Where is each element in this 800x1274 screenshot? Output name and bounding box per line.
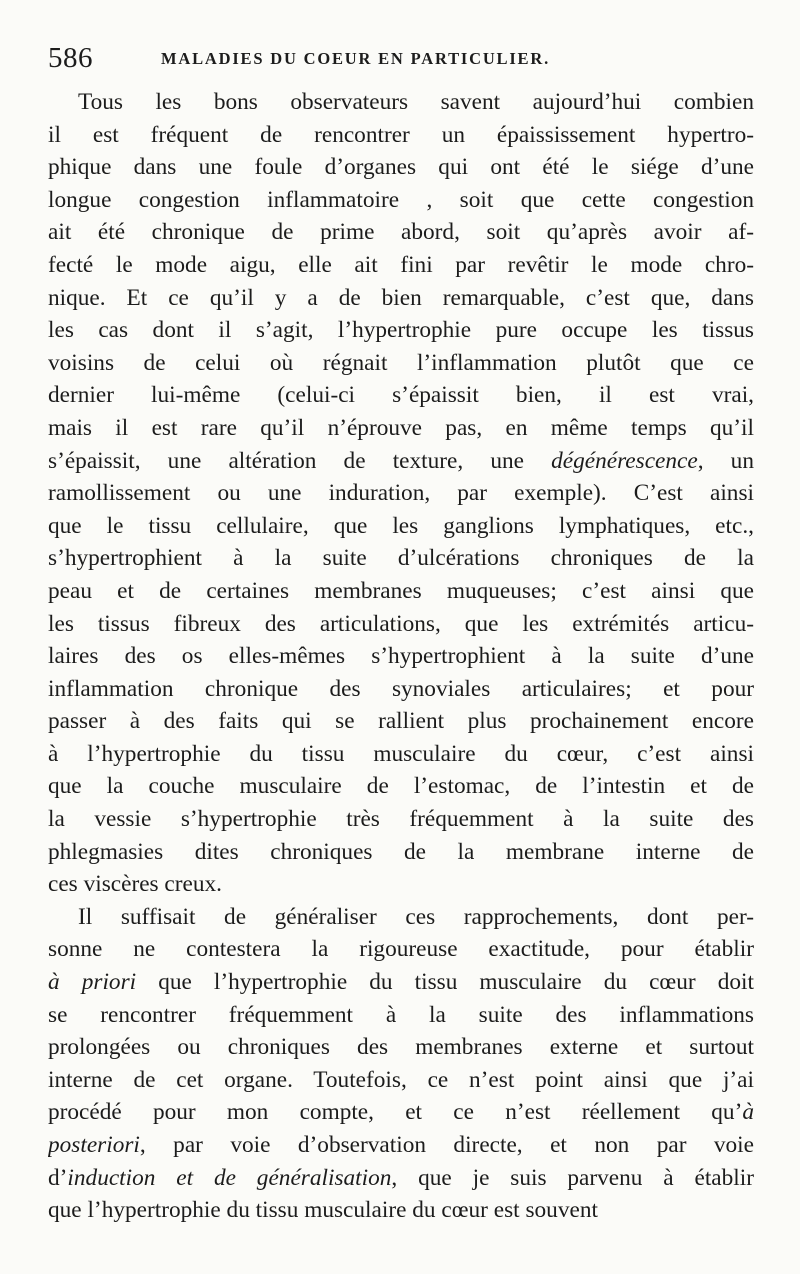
text-line: phique dans une foule d’organes qui ont été le siége d’une bbox=[48, 154, 754, 181]
text-line: se rencontrer fréquemment à la suite des inflammations bbox=[48, 1001, 754, 1028]
text-line: à l’hypertrophie du tissu musculaire du cœur, c’est ainsi bbox=[48, 740, 754, 767]
text-line: fecté le mode aigu, elle ait fini par revêtir le mode chro- bbox=[48, 251, 754, 278]
text-line: les cas dont il s’agit, l’hypertrophie pure occupe les tissus bbox=[48, 317, 754, 344]
text-line: ait été chronique de prime abord, soit qu’après avoir af- bbox=[48, 219, 754, 246]
italic-text: induction et de généralisation bbox=[67, 1164, 392, 1191]
italic-text: dégénérescence bbox=[551, 447, 698, 474]
body-text bbox=[48, 86, 754, 1227]
running-head: MALADIES DU COEUR EN PARTICULIER. bbox=[161, 49, 551, 68]
text-line: d’induction et de généralisation, que je suis parvenu à établir bbox=[48, 1164, 754, 1191]
text-line: les tissus fibreux des articulations, que les extrémités articu- bbox=[48, 610, 754, 637]
text-line: interne de cet organe. Toutefois, ce n’est point ainsi que j’ai bbox=[48, 1066, 754, 1093]
text-line: voisins de celui où régnait l’inflammation plutôt que ce bbox=[48, 349, 754, 376]
text-line: il est fréquent de rencontrer un épaississement hypertro- bbox=[48, 121, 754, 148]
text-line: Tous les bons observateurs savent aujourd’hui combien bbox=[78, 89, 754, 115]
italic-text: posteriori bbox=[48, 1132, 140, 1158]
text-line: s’hypertrophient à la suite d’ulcérations chroniques de la bbox=[48, 545, 754, 572]
text-line: ces viscères creux. bbox=[48, 871, 222, 898]
text-line: Il suffisait de généraliser ces rapprochements, dont per- bbox=[78, 903, 754, 930]
text-line: longue congestion inflammatoire , soit que cette congestion bbox=[48, 186, 754, 213]
paragraph-1 bbox=[48, 86, 754, 901]
text-line: s’épaissit, une altération de texture, une dégénérescence, un bbox=[48, 447, 754, 474]
text-line: mais il est rare qu’il n’éprouve pas, en même temps qu’il bbox=[48, 414, 754, 441]
paragraph-2 bbox=[48, 901, 754, 1227]
text-line: dernier lui-même (celui-ci s’épaissit bien, il est vrai, bbox=[48, 382, 754, 409]
italic-text: à priori bbox=[48, 969, 137, 996]
text-line: que le tissu cellulaire, que les ganglions lymphatiques, etc., bbox=[48, 512, 754, 539]
text-line: que la couche musculaire de l’estomac, de l’intestin et de bbox=[48, 773, 754, 800]
text-line: nique. Et ce qu’il y a de bien remarquable, c’est que, dans bbox=[48, 284, 754, 311]
text-line: passer à des faits qui se rallient plus prochainement encore bbox=[48, 708, 754, 735]
text-line: posteriori, par voie d’observation directe, et non par voie bbox=[48, 1132, 754, 1158]
page-number: 586 bbox=[48, 42, 93, 74]
text-line: peau et de certaines membranes muqueuses; c’est ainsi que bbox=[48, 577, 754, 604]
text-line: à priori que l’hypertrophie du tissu musculaire du cœur doit bbox=[48, 969, 754, 996]
text-line: que l’hypertrophie du tissu musculaire du cœur est souvent bbox=[48, 1197, 598, 1224]
italic-text: à bbox=[742, 1099, 754, 1126]
text-line: procédé pour mon compte, et ce n’est réellement qu’à bbox=[48, 1099, 754, 1126]
text-line: la vessie s’hypertrophie très fréquemment à la suite des bbox=[48, 806, 754, 833]
text-line: phlegmasies dites chroniques de la membrane interne de bbox=[48, 838, 754, 865]
text-line: ramollissement ou une induration, par exemple). C’est ainsi bbox=[48, 480, 754, 507]
text-line: inflammation chronique des synoviales articulaires; et pour bbox=[48, 675, 754, 702]
text-line: laires des os elles-mêmes s’hypertrophient à la suite d’une bbox=[48, 643, 754, 670]
page-header bbox=[48, 40, 760, 76]
text-line: sonne ne contestera la rigoureuse exactitude, pour établir bbox=[48, 936, 754, 963]
text-line: prolongées ou chroniques des membranes externe et surtout bbox=[48, 1034, 754, 1061]
